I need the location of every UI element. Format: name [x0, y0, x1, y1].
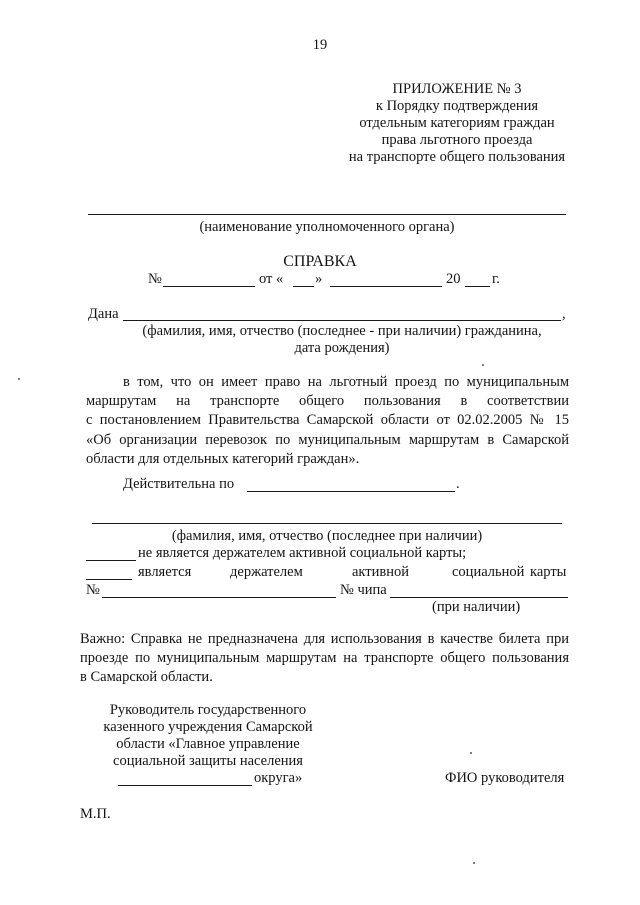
issued-to-label: Дана — [88, 306, 119, 322]
year-prefix: 20 — [446, 271, 461, 287]
card-number-field — [102, 597, 336, 598]
holder-word-1: является — [138, 564, 192, 580]
appendix-line-3: права льготного проезда — [381, 132, 533, 148]
appendix-line-4: на транспорте общего пользования — [348, 149, 566, 165]
page-number: 19 — [312, 37, 328, 53]
holder-name-line — [92, 523, 562, 524]
appendix-title: ПРИЛОЖЕНИЕ № 3 — [392, 81, 522, 97]
month-field — [330, 286, 442, 287]
number-label: № — [148, 271, 162, 287]
important-line-1: Важно: Справка не предназначена для использования в качестве билета при — [80, 631, 569, 647]
org-caption: (наименование уполномоченного органа) — [199, 219, 455, 235]
chip-if-any: (при наличии) — [432, 599, 521, 615]
body-line-2: маршрутам на транспорте общего пользования в соответствии — [86, 393, 569, 409]
stamp-place: М.П. — [80, 806, 111, 822]
org-name-line — [88, 214, 566, 215]
doc-title: СПРАВКА — [283, 253, 357, 270]
holder-name-caption: (фамилия, имя, отчество (последнее при наличии) — [171, 528, 483, 544]
okrug-field — [118, 785, 252, 786]
scan-speck — [482, 364, 484, 366]
chip-number-field — [390, 597, 568, 598]
holder-word-5: карты — [530, 564, 567, 580]
body-line-4: «Об организации перевозок по муниципальным маршрутам в Самарской — [86, 432, 569, 448]
valid-until-dot: . — [456, 476, 460, 492]
citizen-caption: (фамилия, имя, отчество (последнее - при наличии) гражданина, дата рождения) — [142, 323, 542, 356]
not-holder-text: не является держателем активной социальной карты; — [138, 545, 467, 561]
holder-word-2: держателем — [230, 564, 303, 580]
body-line-1: в том, что он имеет право на льготный проезд по муниципальным — [123, 374, 569, 390]
okrug-label: округа» — [254, 770, 303, 786]
scan-speck — [473, 862, 475, 864]
issued-to-comma: , — [562, 306, 566, 322]
valid-until-label: Действительна по — [123, 476, 235, 492]
valid-until-field — [247, 491, 455, 492]
body-line-3: с постановлением Правительства Самарской области от 02.02.2005 № 15 — [86, 412, 569, 428]
appendix-line-1: к Порядку подтверждения — [375, 98, 539, 114]
appendix-line-2: отдельным категориям граждан — [359, 115, 555, 131]
holder-mark — [86, 579, 132, 580]
holder-word-3: активной — [352, 564, 410, 580]
appendix-header — [312, 81, 602, 166]
not-holder-mark — [86, 560, 136, 561]
citizen-name-field — [123, 320, 561, 321]
day-field — [293, 286, 314, 287]
scan-speck — [18, 378, 20, 380]
quote-close: » — [315, 271, 323, 287]
body-line-5: области для отдельных категорий граждан». — [86, 451, 360, 467]
important-line-2: проезде по муниципальным маршрутам на транспорте общего пользования — [80, 650, 569, 666]
holder-word-4: социальной — [452, 564, 525, 580]
year-suffix: г. — [492, 271, 500, 287]
chip-number-label: № чипа — [340, 582, 387, 598]
director-fio: ФИО руководителя — [445, 770, 565, 786]
date-from-label: от « — [259, 271, 284, 287]
signatory-position: Руководитель государственного казенного учреждения Самарской области «Главное управление социальной защиты населения — [103, 702, 313, 769]
year-field — [465, 286, 490, 287]
important-line-3: в Самарской области. — [80, 669, 213, 685]
card-number-label: № — [86, 582, 100, 598]
number-field — [163, 286, 255, 287]
scan-speck — [470, 752, 472, 754]
